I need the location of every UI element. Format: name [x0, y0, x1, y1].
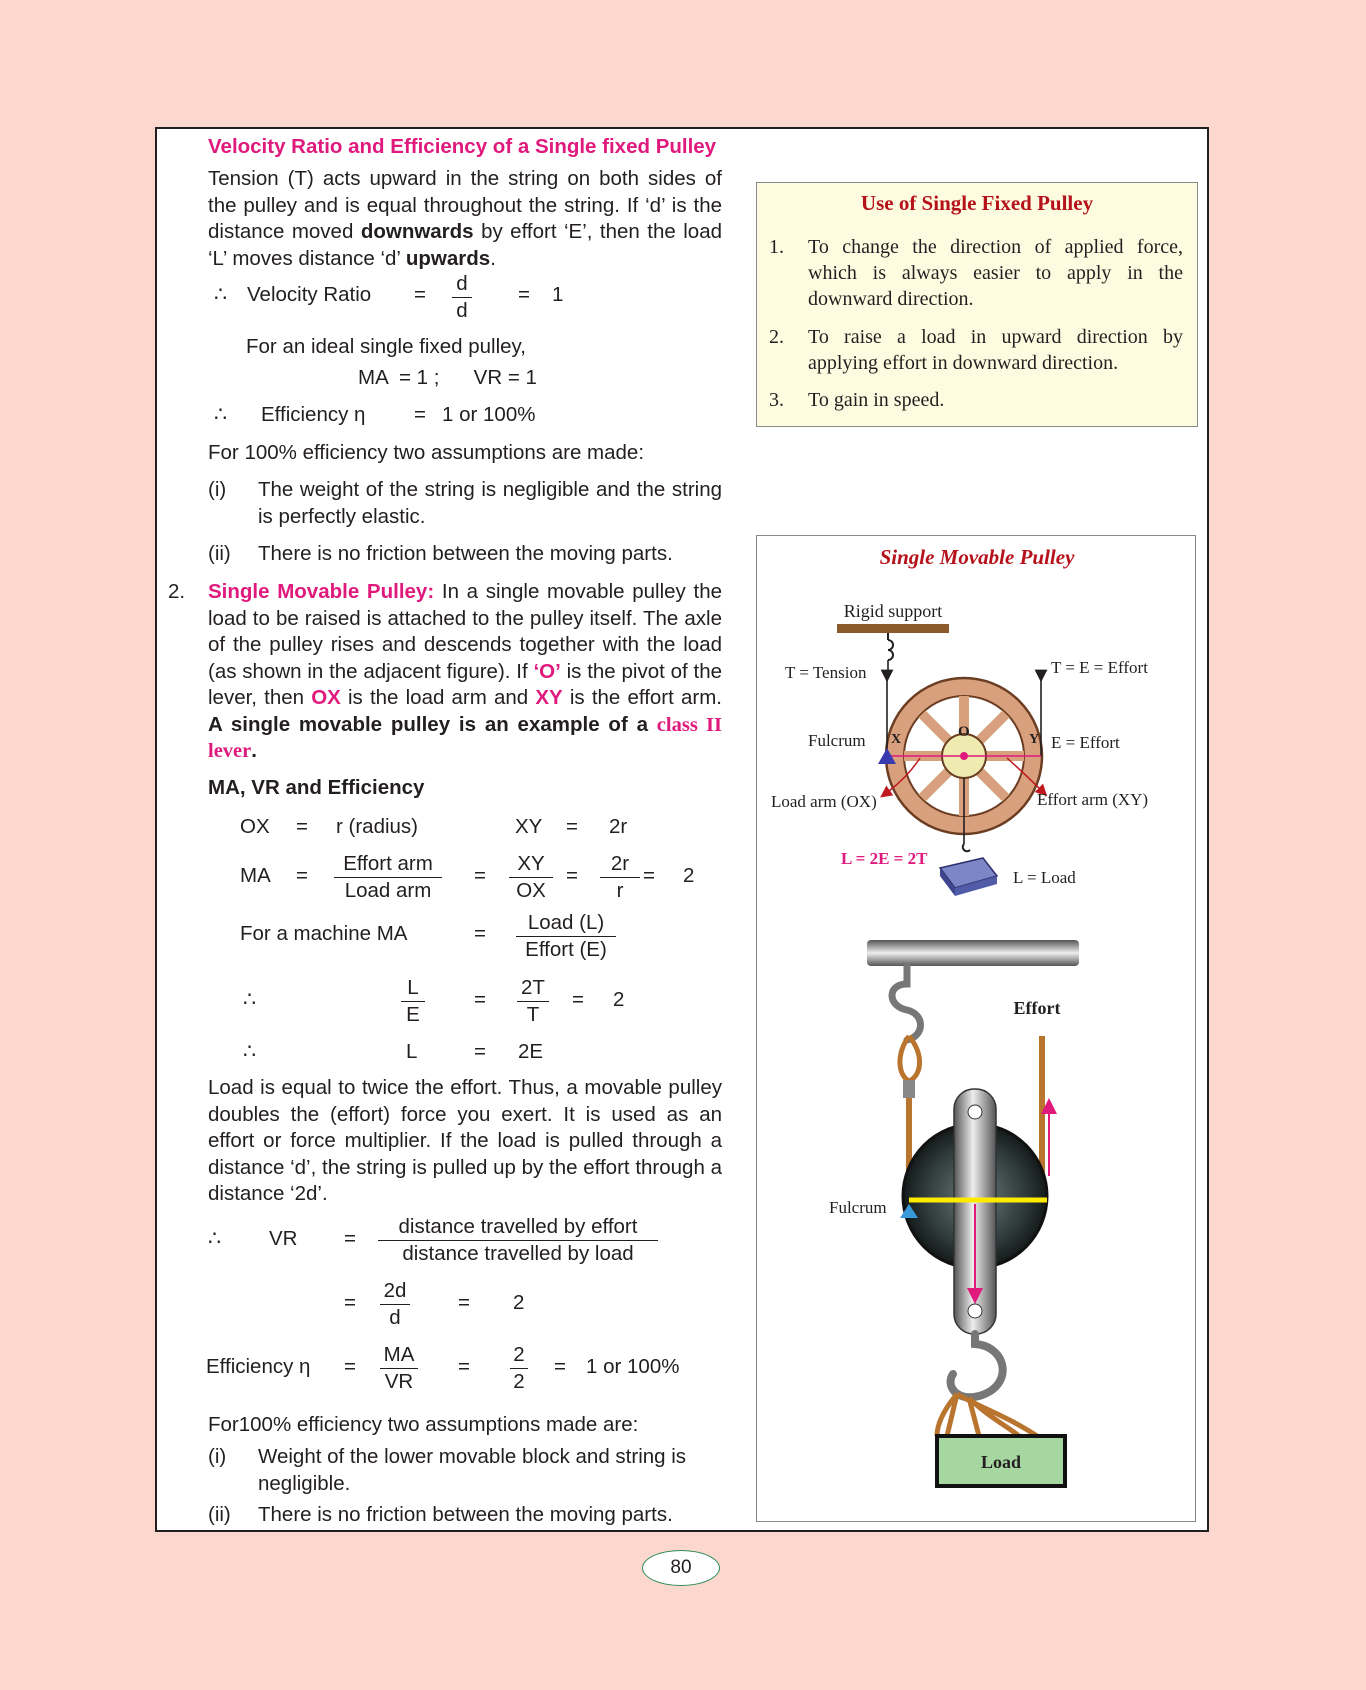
ox-label: OX — [311, 686, 341, 709]
assumptions-intro: For 100% efficiency two assumptions are made: — [208, 441, 645, 464]
o-label: ‘O’ — [533, 659, 561, 683]
b1-text: Weight of the lower movable block and string is negligible. — [258, 1445, 687, 1495]
vr-denominator: VR — [384, 1370, 414, 1393]
l-numerator: L — [401, 975, 425, 1002]
t-denominator: T — [526, 1003, 540, 1026]
load-arm: Load arm — [344, 879, 432, 902]
assumption-2-text: There is no friction between the moving parts. — [258, 542, 673, 565]
t-e-effort-label: T = E = Effort — [1051, 658, 1148, 677]
2t-t-fraction — [517, 975, 549, 1028]
heading-ma-vr-efficiency: MA, VR and Efficiency — [208, 776, 425, 799]
xy-label: XY — [535, 686, 563, 709]
equals: = — [458, 1291, 470, 1314]
box1-item-1 — [769, 234, 1183, 312]
vr-label: Velocity Ratio — [247, 283, 372, 306]
ideal-pulley-text: For an ideal single fixed pulley, — [246, 335, 526, 358]
vr-result: 2 — [513, 1291, 525, 1314]
tension-paragraph — [208, 166, 722, 272]
2t-numerator: 2T — [517, 975, 549, 1002]
support-hook-icon — [888, 633, 893, 660]
figure-title: Single Movable Pulley — [879, 545, 1075, 569]
vr-value: 1 — [552, 283, 564, 306]
movable-pulley-text2: is the pivot of the lever, then — [208, 659, 722, 709]
vr-fraction — [452, 271, 472, 324]
ma-value: 2 — [683, 864, 695, 887]
therefore-symbol: ∴ — [243, 988, 257, 1011]
movable-pulley-text1: In a single movable pulley the load to be raised is attached to the pulley itself. The axle of the pulley rises and descends together with the load (as shown in the adjacent figure). If — [208, 580, 722, 683]
equals: = — [566, 864, 578, 887]
box1-item-3-text: To gain in speed. — [808, 389, 945, 411]
ox-denominator: OX — [516, 879, 546, 902]
equals: = — [344, 1355, 356, 1378]
load-numerator: Load (L) — [516, 910, 616, 937]
load-hook-2-icon — [951, 1334, 1003, 1397]
para1-bold-upwards: upwards — [405, 246, 491, 270]
para1-text: Tension (T) acts upward in the string on both sides of the pulley and is equal throughout the string. If ‘d’ is the distance moved — [208, 167, 722, 243]
le-value: 2 — [613, 988, 625, 1011]
use-of-fixed-pulley-box — [756, 182, 1198, 427]
equals: = — [643, 864, 655, 887]
box1-title: Use of Single Fixed Pulley — [860, 191, 1094, 215]
equals: = — [344, 1291, 356, 1314]
e-effort-label: E = Effort — [1051, 733, 1120, 752]
arm-fraction — [334, 851, 442, 904]
efficiency-value: 1 or 100% — [442, 403, 536, 426]
2e-value: 2E — [518, 1040, 544, 1063]
movable-pulley-paragraph — [208, 579, 722, 765]
movable-pulley-figure-box — [756, 535, 1196, 1522]
movable-pulley-text3: is the load arm and — [348, 686, 529, 709]
r-radius: r (radius) — [336, 815, 419, 838]
para1-end: . — [490, 246, 496, 270]
equals: = — [474, 864, 486, 887]
vr-symbol: VR — [269, 1227, 298, 1250]
two-r-value: 2r — [609, 815, 628, 838]
tension-label: T = Tension — [785, 663, 867, 682]
box1-item-2-no: 2. — [769, 326, 784, 348]
o-point-label: O — [958, 724, 970, 740]
2-2-fraction — [510, 1342, 528, 1395]
distance-load: distance travelled by load — [402, 1242, 634, 1265]
load-box-label: Load — [980, 1452, 1022, 1472]
assumption-2-no: (ii) — [208, 542, 231, 565]
box1-item-2-text: To raise a load in upward direction by applying effort in downward direction. — [808, 326, 1183, 374]
rigid-support-bar — [837, 624, 949, 633]
equals: = — [474, 1040, 486, 1063]
efficiency-label: Efficiency η — [261, 403, 366, 426]
movable-pulley-text4: is the effort arm. — [569, 686, 722, 709]
xy-ox-fraction — [509, 851, 553, 904]
equals: = — [458, 1355, 470, 1378]
2d-d-fraction — [380, 1278, 410, 1331]
r-denominator: r — [616, 879, 624, 902]
assumption-1-no: (i) — [208, 478, 227, 501]
therefore-symbol: ∴ — [214, 403, 228, 426]
rope-clamp — [903, 1080, 915, 1098]
equals: = — [414, 283, 426, 306]
load-hook-icon — [963, 844, 970, 851]
movable-pulley-title: Single Movable Pulley: — [208, 580, 435, 603]
top-axle-pin — [968, 1105, 982, 1119]
b1-no: (i) — [208, 1445, 227, 1468]
box1-item-1-text: To change the direction of applied force, which is always easier to apply in the downward direction. — [808, 236, 1183, 310]
ox-symbol: OX — [240, 815, 270, 838]
l-load-label: L = Load — [1013, 868, 1076, 887]
fulcrum-label: Fulcrum — [808, 731, 866, 750]
effort-label: Effort — [1013, 998, 1061, 1018]
vr-denominator: d — [456, 299, 468, 322]
2r-r-fraction — [600, 851, 640, 904]
assumptions2-intro: For100% efficiency two assumptions made are: — [208, 1413, 639, 1436]
distance-fraction — [378, 1214, 658, 1267]
equals: = — [414, 403, 426, 426]
load-arm-label: Load arm (OX) — [771, 792, 877, 811]
effort-denominator: Effort (E) — [525, 938, 607, 961]
2r-numerator: 2r — [600, 851, 640, 878]
movable-pulley-diagram — [757, 536, 1197, 1523]
l-equation-label: L = 2E = 2T — [841, 849, 928, 868]
l-symbol: L — [406, 1040, 418, 1063]
item2-end: . — [251, 739, 257, 762]
equals: = — [566, 815, 578, 838]
effort-arm: Effort arm — [334, 851, 442, 878]
2d-numerator: 2d — [380, 1278, 410, 1305]
equals: = — [518, 283, 530, 306]
bottom-axle-pin — [968, 1304, 982, 1318]
equals: = — [554, 1355, 566, 1378]
2-numerator: 2 — [510, 1342, 528, 1369]
load-ropes — [937, 1394, 1037, 1436]
equals: = — [296, 815, 308, 838]
efficiency2-label: Efficiency η — [206, 1355, 311, 1378]
box1-item-3 — [769, 387, 1183, 413]
ma-symbol: MA — [240, 864, 271, 887]
x-point-label: X — [891, 732, 902, 747]
ma-vr-line: MA = 1 ; VR = 1 — [358, 366, 537, 389]
e-denominator: E — [406, 1003, 420, 1026]
xy-symbol: XY — [515, 815, 543, 838]
para1-mid: by effort ‘E’, then the load ‘L’ moves distance ‘d’ — [208, 220, 722, 270]
load-twice-paragraph: Load is equal to twice the effort. Thus, a movable pulley doubles the (effort) force you exert. It is used as an effort or force multiplier. If the load is pulled through a distance ‘d’, the string is pulled up by the effort through a distance ‘2d’. — [208, 1076, 722, 1205]
equals: = — [474, 922, 486, 945]
d-denominator: d — [389, 1306, 401, 1329]
therefore-symbol: ∴ — [243, 1040, 257, 1063]
equals: = — [572, 988, 584, 1011]
fulcrum-label-2: Fulcrum — [829, 1198, 887, 1217]
movable-pulley-bold: A single movable pulley is an example of a — [208, 712, 648, 736]
box1-item-2 — [769, 324, 1183, 376]
2-denominator: 2 — [513, 1370, 525, 1393]
page-number: 80 — [642, 1550, 720, 1586]
distance-effort: distance travelled by effort — [378, 1214, 658, 1241]
equals: = — [344, 1227, 356, 1250]
box1-item-3-no: 3. — [769, 389, 784, 411]
para1-bold-downwards: downwards — [360, 220, 474, 243]
equals: = — [296, 864, 308, 887]
load-effort-fraction — [516, 910, 616, 963]
item-2-number: 2. — [168, 580, 186, 603]
heading-velocity-ratio: Velocity Ratio and Efficiency of a Single fixed Pulley — [208, 135, 717, 158]
ma-vr-fraction — [380, 1342, 418, 1395]
ceiling-bar — [867, 940, 1079, 966]
assumption-1-text: The weight of the string is negligible and the string is perfectly elastic. — [258, 478, 722, 528]
therefore-symbol: ∴ — [208, 1227, 222, 1250]
ma-numerator: MA — [380, 1342, 418, 1369]
therefore-symbol: ∴ — [214, 283, 228, 306]
b2-no: (ii) — [208, 1503, 231, 1526]
for-machine-label: For a machine MA — [240, 922, 408, 945]
l-e-fraction — [401, 975, 425, 1028]
effort-arm-label: Effort arm (XY) — [1037, 790, 1149, 809]
efficiency2-value: 1 or 100% — [586, 1355, 680, 1378]
xy-numerator: XY — [509, 851, 553, 878]
rigid-support-label: Rigid support — [843, 601, 943, 621]
class-ii-lever: class II lever — [208, 713, 722, 762]
ceiling-hook-icon — [892, 966, 921, 1040]
vr-numerator: d — [452, 271, 472, 298]
y-point-label: Y — [1029, 732, 1040, 747]
b2-text: There is no friction between the moving parts. — [258, 1503, 673, 1526]
box1-item-1-no: 1. — [769, 236, 784, 258]
equals: = — [474, 988, 486, 1011]
